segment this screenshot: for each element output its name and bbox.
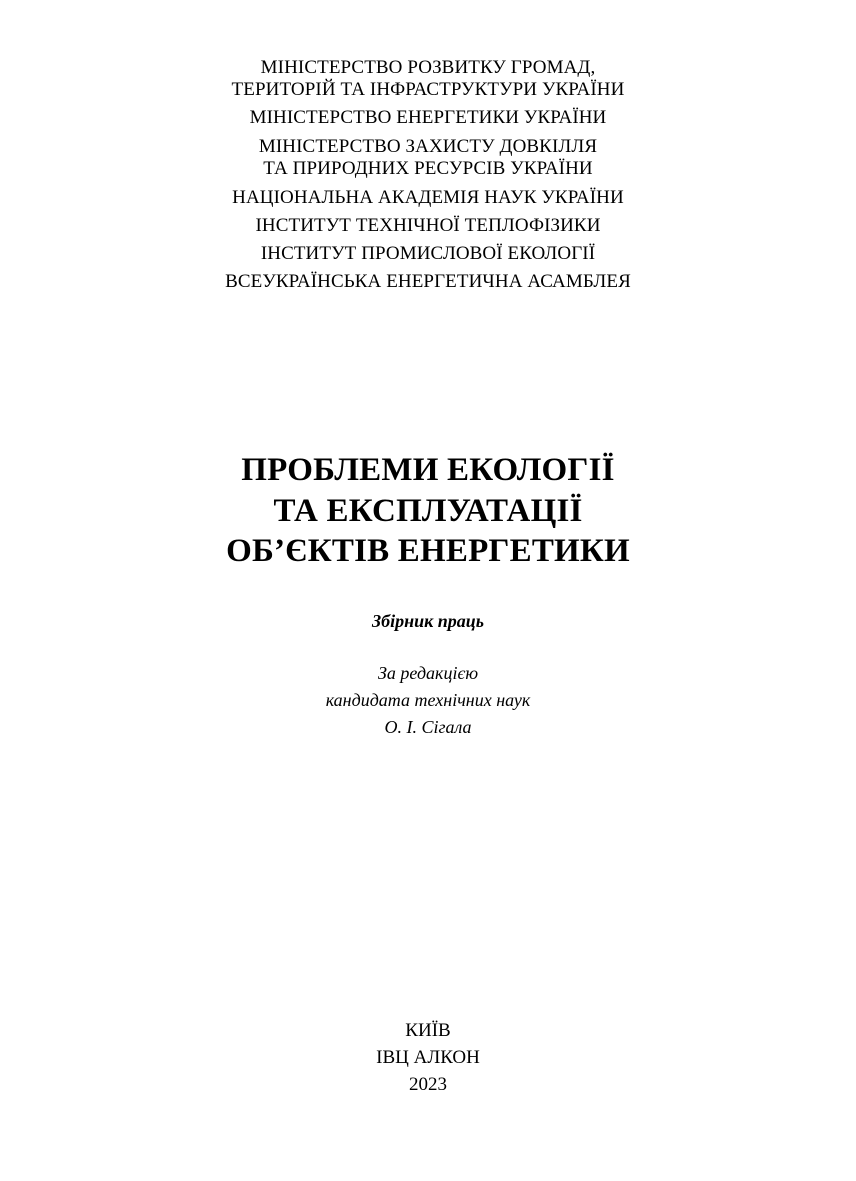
book-title-line: ПРОБЛЕМИ ЕКОЛОГІЇ bbox=[241, 452, 615, 488]
organization-line: ТА ПРИРОДНИХ РЕСУРСІВ УКРАЇНИ bbox=[263, 158, 593, 179]
organization-line: ВСЕУКРАЇНСЬКА ЕНЕРГЕТИЧНА АСАМБЛЕЯ bbox=[225, 271, 631, 292]
organization-line: ІНСТИТУТ ТЕХНІЧНОЇ ТЕПЛОФІЗИКИ bbox=[255, 215, 601, 236]
editor-name: О. І. Сігала bbox=[384, 717, 472, 737]
organization-line: МІНІСТЕРСТВО ЕНЕРГЕТИКИ УКРАЇНИ bbox=[249, 107, 607, 128]
book-title-line: ОБ’ЄКТІВ ЕНЕРГЕТИКИ bbox=[226, 533, 630, 569]
organization-line: МІНІСТЕРСТВО ЗАХИСТУ ДОВКІЛЛЯ bbox=[258, 136, 598, 157]
organization-line: ТЕРИТОРІЙ ТА ІНФРАСТРУКТУРИ УКРАЇНИ bbox=[231, 79, 625, 100]
organization-line: МІНІСТЕРСТВО РОЗВИТКУ ГРОМАД, bbox=[260, 57, 596, 78]
book-title-line: ТА ЕКСПЛУАТАЦІЇ bbox=[273, 493, 583, 529]
organization-line: НАЦІОНАЛЬНА АКАДЕМІЯ НАУК УКРАЇНИ bbox=[232, 187, 624, 208]
subtitle: Збірник праць bbox=[371, 611, 485, 631]
organization-line: ІНСТИТУТ ПРОМИСЛОВОЇ ЕКОЛОГІЇ bbox=[260, 243, 596, 264]
imprint-year: 2023 bbox=[409, 1074, 447, 1095]
editor-line: За редакцією bbox=[377, 663, 479, 683]
imprint-publisher: ІВЦ АЛКОН bbox=[376, 1047, 480, 1068]
imprint-city: КИЇВ bbox=[405, 1020, 451, 1041]
editor-line: кандидата технічних наук bbox=[325, 690, 531, 710]
